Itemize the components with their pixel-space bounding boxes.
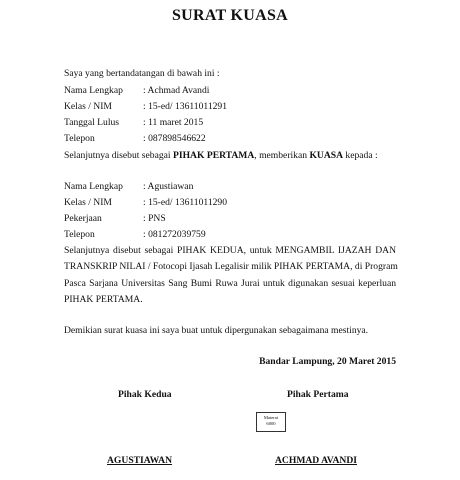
intro-text: Saya yang bertandatangan di bawah ini :: [64, 68, 220, 79]
field-label: Telepon: [64, 229, 95, 240]
keyword-kuasa: KUASA: [309, 150, 344, 161]
field-label: Kelas / NIM: [64, 101, 112, 112]
statement-second-party-line: TRANSKRIP NILAI / Fotocopi Ijasah Legalisir milik PIHAK PERTAMA, di Program: [64, 261, 398, 272]
second-party-name-row: [64, 181, 193, 192]
statement-middle: , memberikan: [254, 150, 310, 161]
materai-stamp: [256, 412, 286, 432]
statement-second-party-line: PIHAK PERTAMA.: [64, 294, 143, 305]
document-title: SURAT KUASA: [171, 7, 289, 24]
field-label: Tanggal Lulus: [64, 117, 120, 128]
first-party-phone-row: [64, 133, 206, 144]
field-label: Nama Lengkap: [64, 85, 123, 96]
first-party-nim-row: [64, 101, 227, 112]
closing-text: Demikian surat kuasa ini saya buat untuk dipergunakan sebagaimana mestinya.: [64, 325, 369, 336]
first-party-role-label: Pihak Pertama: [287, 389, 349, 400]
statement-suffix: kepada :: [343, 150, 378, 161]
field-label: Pekerjaan: [64, 213, 102, 224]
second-party-nim-row: [64, 197, 227, 208]
first-party-graduation-row: [64, 117, 203, 128]
statement-second-party-line: Pasca Sarjana Universitas Sang Bumi Ruwa Jurai untuk digunakan sesuai keperluan: [64, 278, 396, 289]
stamp-value: 6000: [266, 421, 276, 426]
field-label: Kelas / NIM: [64, 197, 112, 208]
field-label: Nama Lengkap: [64, 181, 123, 192]
field-value: : 11 maret 2015: [143, 117, 204, 128]
field-value: : 081272039759: [143, 229, 206, 240]
role-first-party: PIHAK PERTAMA: [172, 150, 255, 161]
statement-second-party-line: Selanjutnya disebut sebagai PIHAK KEDUA, untuk MENGAMBIL IJAZAH DAN: [64, 245, 396, 256]
stamp-label: Materai: [263, 415, 279, 420]
field-label: Telepon: [64, 133, 95, 144]
field-value: : 087898546622: [143, 133, 206, 144]
field-value: : Achmad Avandi: [143, 85, 210, 96]
statement-prefix: Selanjutnya disebut sebagai: [64, 150, 173, 161]
first-party-name-row: [64, 85, 209, 96]
field-value: : 15-ed/ 13611011290: [143, 197, 228, 208]
first-party-signature-name: ACHMAD AVANDI: [275, 455, 357, 466]
place-date: Bandar Lampung, 20 Maret 2015: [259, 356, 396, 367]
field-value: : PNS: [143, 213, 166, 224]
statement-first-party: [64, 150, 378, 161]
second-party-signature-name: AGUSTIAWAN: [107, 455, 173, 466]
field-value: : 15-ed/ 13611011291: [143, 101, 228, 112]
second-party-role-label: Pihak Kedua: [118, 389, 172, 400]
second-party-phone-row: [64, 229, 206, 240]
second-party-job-row: [64, 213, 166, 224]
field-value: : Agustiawan: [143, 181, 194, 192]
